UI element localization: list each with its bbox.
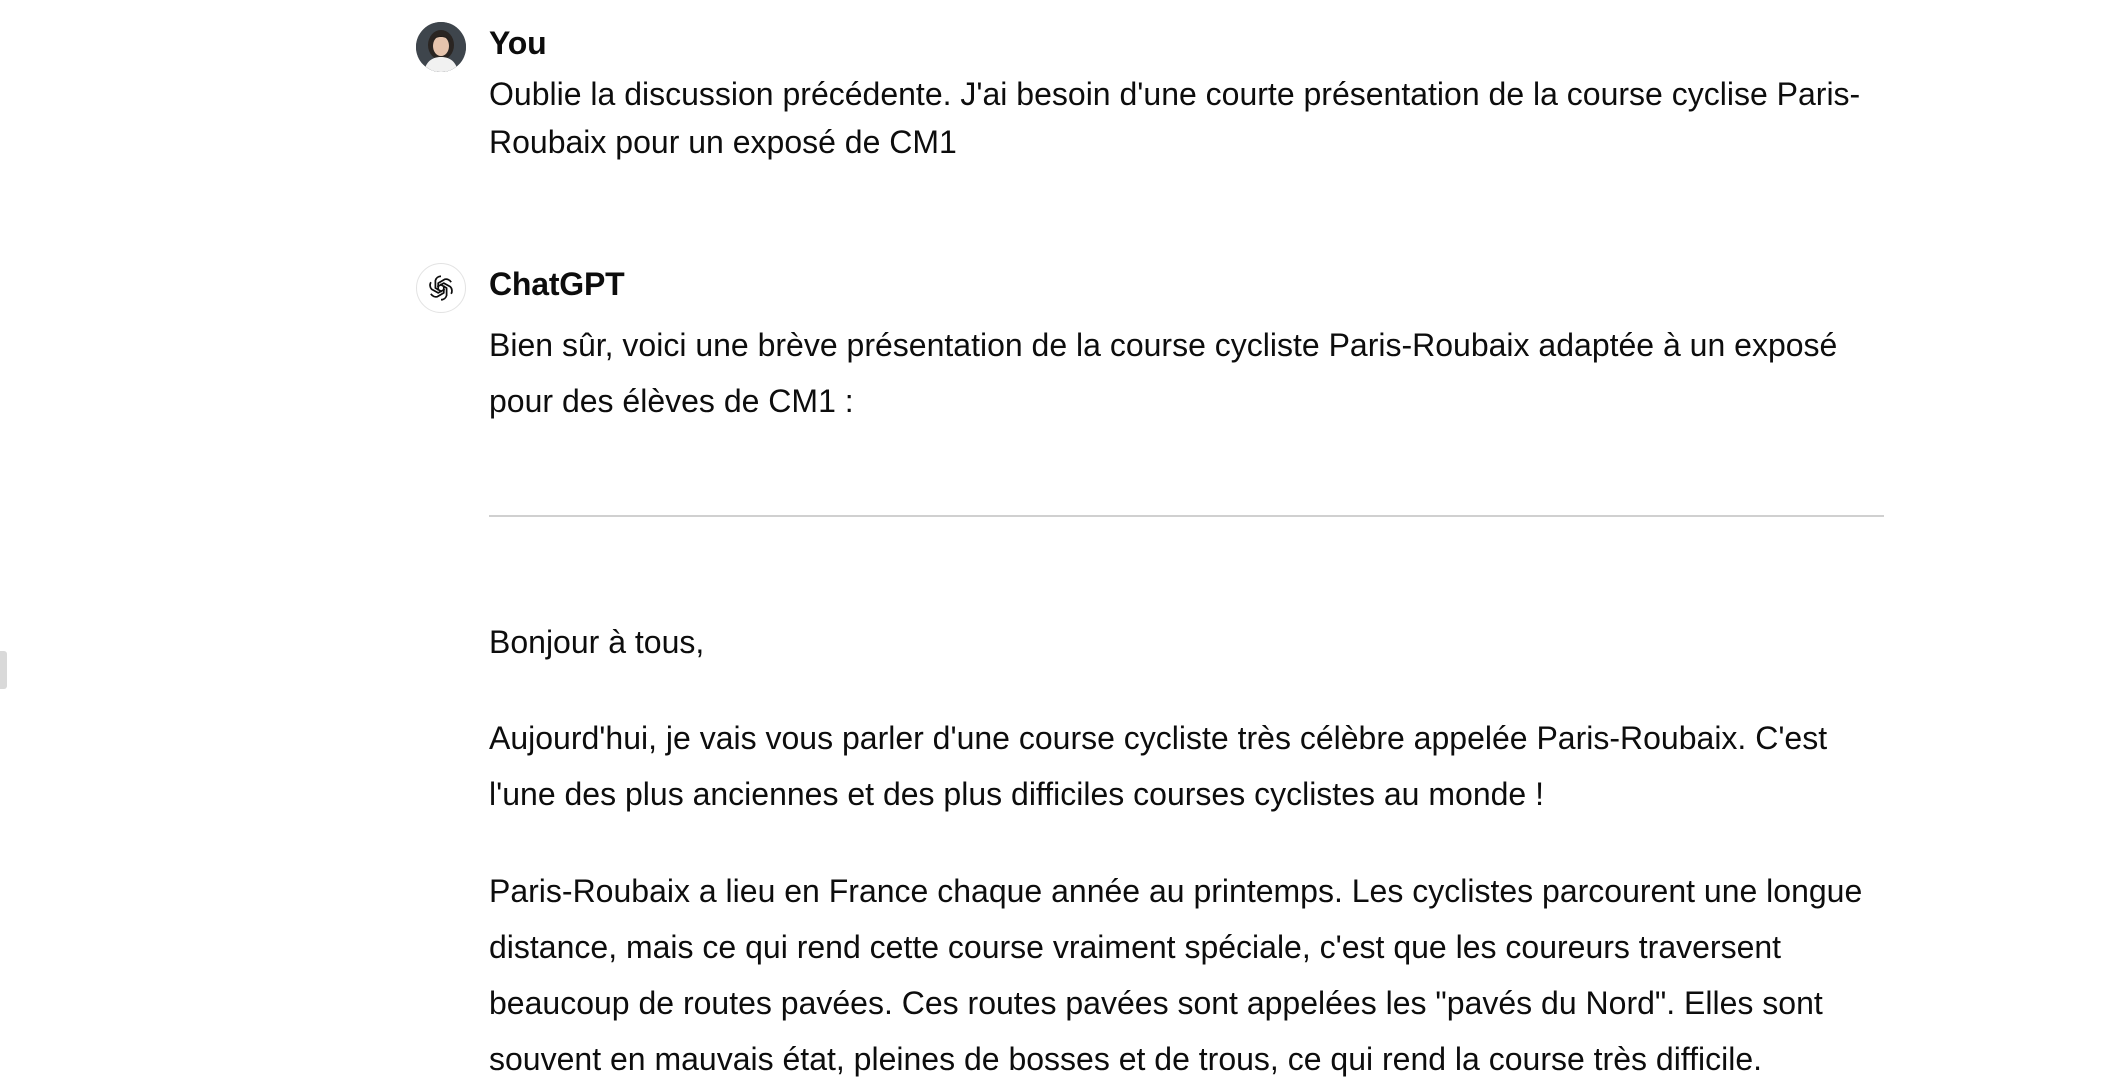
user-message-text: Oublie la discussion précédente. J'ai besoin d'une courte présentation de la course cyclise Paris-Roubaix pour un exposé de CM1 <box>489 76 1861 160</box>
user-photo-avatar-icon <box>416 22 466 72</box>
paragraph-introduction: Aujourd'hui, je vais vous parler d'une course cycliste très célèbre appelée Paris-Roubaix. C'est l'une des plus anciennes et des plus difficiles courses cyclistes au monde ! <box>489 720 1828 812</box>
paragraph-description: Paris-Roubaix a lieu en France chaque année au printemps. Les cyclistes parcourent une longue distance, mais ce qui rend cette course vraiment spéciale, c'est que les coureurs traversent beaucoup de routes pavées. Ces routes pavées sont appelées les "pavés du Nord". Elles sont souvent en mauvais état, pleines de bosses et de trous, ce qui rend la course très difficile. <box>489 873 1863 1077</box>
assistant-intro-text: Bien sûr, voici une brève présentation de la course cycliste Paris-Roubaix adaptée à un exposé pour des élèves de CM1 : <box>489 327 1838 419</box>
openai-logo-icon <box>425 272 457 304</box>
assistant-author-name: ChatGPT <box>489 266 625 302</box>
user-avatar <box>416 22 466 72</box>
user-author-name: You <box>489 25 547 61</box>
assistant-avatar <box>416 263 466 313</box>
scrollbar-handle[interactable] <box>0 651 7 689</box>
paragraph-greeting: Bonjour à tous, <box>489 624 705 660</box>
horizontal-divider <box>489 515 1884 517</box>
